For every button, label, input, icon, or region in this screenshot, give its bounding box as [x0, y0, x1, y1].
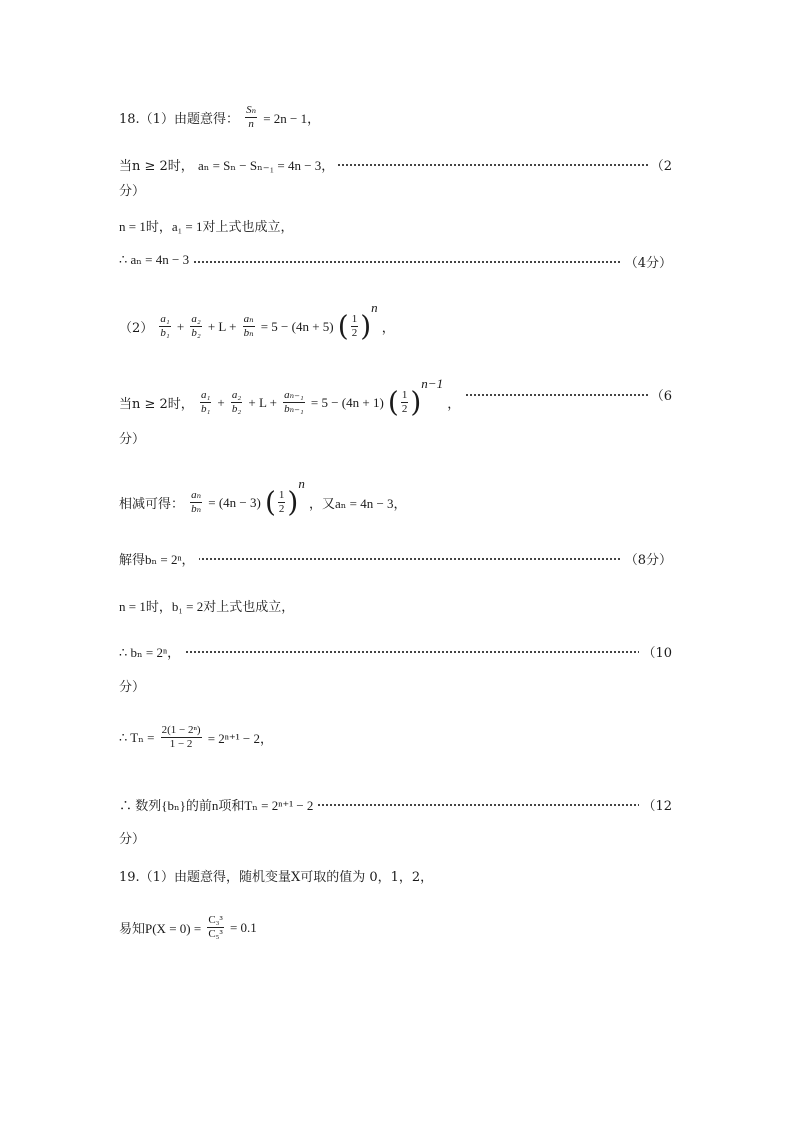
fraction-numerator: C₃³	[208, 914, 223, 926]
punctuation: ，	[447, 397, 461, 412]
a2-over-b2-fraction	[190, 313, 201, 340]
fraction-numerator: 1	[401, 389, 408, 401]
formula-text: = 2ⁿ⁺¹ − 2，	[207, 731, 273, 746]
leader-dots	[119, 261, 672, 263]
an1-over-bn1-fraction	[283, 389, 305, 416]
formula-text: aₙ = Sₙ − Sₙ₋₁ = 4n − 3，	[197, 158, 335, 173]
q18-line-10-cont	[119, 676, 672, 695]
fraction-numerator: aₙ	[191, 489, 202, 501]
leader-dots	[119, 558, 672, 560]
formula-text: = 5 − (4n + 5)	[260, 318, 334, 334]
fraction-numerator: a₁	[200, 389, 211, 401]
fraction-denominator: 2	[278, 503, 285, 515]
fraction-denominator: b₂	[191, 327, 201, 339]
fraction-numerator: 2(1 − 2ⁿ)	[161, 724, 201, 736]
score-continuation: 分）	[119, 432, 146, 447]
combination-fraction	[207, 914, 223, 941]
an-over-bn-fraction	[243, 313, 255, 340]
q18-line-6	[119, 376, 672, 419]
q18-line-2	[119, 155, 672, 173]
q18-line-6-cont	[119, 428, 672, 447]
exponent: n	[371, 300, 378, 315]
formula-text: = (4n − 3)	[208, 494, 261, 510]
score-marker: （4分）	[622, 252, 672, 271]
q19-part1-text: 19.（1）由题意得，随机变量X可取的值为 0，1，2，	[119, 870, 434, 885]
ellipsis-plus: + L +	[207, 318, 237, 334]
fraction-denominator: bₙ	[191, 503, 202, 515]
exponent: n−1	[421, 376, 444, 391]
formula-text: = 2n − 1，	[263, 111, 321, 126]
right-paren: )	[287, 485, 299, 519]
fraction-denominator: C₅³	[208, 928, 223, 940]
formula-text: 解得bₙ = 2ⁿ，	[119, 552, 199, 567]
a1-over-b1-fraction	[200, 389, 211, 416]
q18-line-8	[119, 549, 672, 567]
q18-line-4	[119, 252, 672, 270]
left-paren: (	[264, 485, 276, 519]
fraction-denominator: n	[248, 118, 254, 130]
fraction-numerator: aₙ	[243, 313, 254, 325]
fraction-denominator: 2	[401, 403, 408, 415]
fraction-numerator: a₂	[191, 313, 201, 325]
score-continuation: 分）	[119, 184, 146, 199]
a1-over-b1-fraction	[159, 313, 170, 340]
tn-fraction	[161, 724, 202, 751]
q18-part2-label: （2）	[119, 321, 154, 336]
formula-text: 易知P(X = 0) =	[119, 921, 202, 936]
formula-text: n = 1时，b₁ = 2对上式也成立，	[119, 599, 295, 614]
sn-over-n-fraction	[245, 104, 257, 131]
q19-line-1	[119, 866, 672, 885]
fraction-denominator: b₁	[160, 327, 170, 339]
formula-text: ∴ bₙ = 2ⁿ，	[119, 645, 184, 660]
left-paren: (	[387, 385, 399, 419]
one-half-fraction	[278, 489, 286, 516]
score-marker: （10	[639, 642, 672, 661]
condition-text: 当n ≥ 2时，	[119, 397, 194, 412]
an-over-bn-fraction	[190, 489, 202, 516]
leader-dots	[119, 651, 672, 653]
q18-part1-label: 18.（1）由题意得：	[119, 112, 239, 127]
one-half-fraction	[401, 389, 409, 416]
score-marker: （6	[648, 385, 672, 404]
fraction-denominator: bₙ₋₁	[284, 403, 304, 415]
line-content	[119, 159, 338, 174]
left-paren: (	[337, 309, 349, 343]
condition-text: 当n ≥ 2时，	[119, 159, 194, 174]
ellipsis-plus: + L +	[248, 394, 277, 410]
fraction-denominator: b₁	[200, 403, 211, 415]
line-content: 当n ≥ 2时， $\frac{\text{a₁}}{\text{b₁}}$ + $\frac{\text{a₂}}{\text{b₂}}$ + L + $\frac{\text{aₙ₋₁}}{\text{bₙ₋₁}}$ = 5 − (4n + 1) ( $\frac{1}{2}$ )$^{n-1}$ ，	[119, 376, 464, 417]
score-continuation: 分）	[119, 832, 146, 847]
fraction-numerator: a₂	[231, 389, 242, 401]
fraction-numerator: a₁	[160, 313, 170, 325]
fraction-numerator: Sₙ	[246, 104, 257, 116]
fraction-denominator: bₙ	[243, 327, 254, 339]
q18-line-11	[119, 724, 672, 751]
q18-line-3	[119, 216, 672, 235]
exponent: n	[298, 476, 305, 491]
q18-line-1	[119, 104, 672, 131]
formula-text: n = 1时，a₁ = 1对上式也成立，	[119, 219, 294, 234]
q18-part2-line: （2） $\frac{\text{a₁}}{\text{b₁}}$ + $\frac{\text{a₂}}{\text{b₂}}$ + L + $\frac{\text{aₙ}}{\text{bₙ}}$ = 5 − (4n + 5) ( $\frac{1}{2}$ )$^n$ ，	[119, 300, 395, 343]
fraction-numerator: 1	[278, 489, 285, 501]
punctuation: ，	[381, 321, 395, 336]
formula-text: ∴ aₙ = 4n − 3	[119, 252, 193, 267]
right-paren: )	[360, 309, 372, 343]
q18-line-10	[119, 642, 672, 660]
score-marker: （2	[648, 155, 672, 174]
one-half-fraction	[351, 313, 359, 340]
score-marker: （12	[639, 795, 672, 814]
fraction-denominator: 1 − 2	[169, 738, 193, 750]
formula-text: ，又aₙ = 4n − 3，	[309, 496, 407, 511]
formula-text: ∴ 数列{bₙ}的前n项和Tₙ = 2ⁿ⁺¹ − 2	[119, 798, 317, 813]
score-continuation: 分）	[119, 680, 146, 695]
right-paren: )	[410, 385, 422, 419]
q18-line-12	[119, 795, 672, 813]
score-marker: （8分）	[622, 549, 672, 568]
fraction-denominator: 2	[351, 327, 358, 339]
fraction-numerator: aₙ₋₁	[284, 389, 304, 401]
a2-over-b2-fraction	[231, 389, 242, 416]
fraction-numerator: 1	[351, 313, 358, 325]
fraction-denominator: b₂	[231, 403, 242, 415]
formula-text: ∴ Tₙ =	[119, 729, 155, 745]
q19-line-2	[119, 914, 672, 941]
q18-line-2-cont	[119, 180, 672, 199]
q18-line-12-cont	[119, 828, 672, 847]
q18-line-7	[119, 476, 672, 517]
q18-line-9	[119, 596, 672, 615]
subtract-text: 相减可得：	[119, 497, 185, 512]
formula-text: = 5 − (4n + 1)	[310, 394, 384, 410]
formula-text: = 0.1	[229, 919, 257, 935]
